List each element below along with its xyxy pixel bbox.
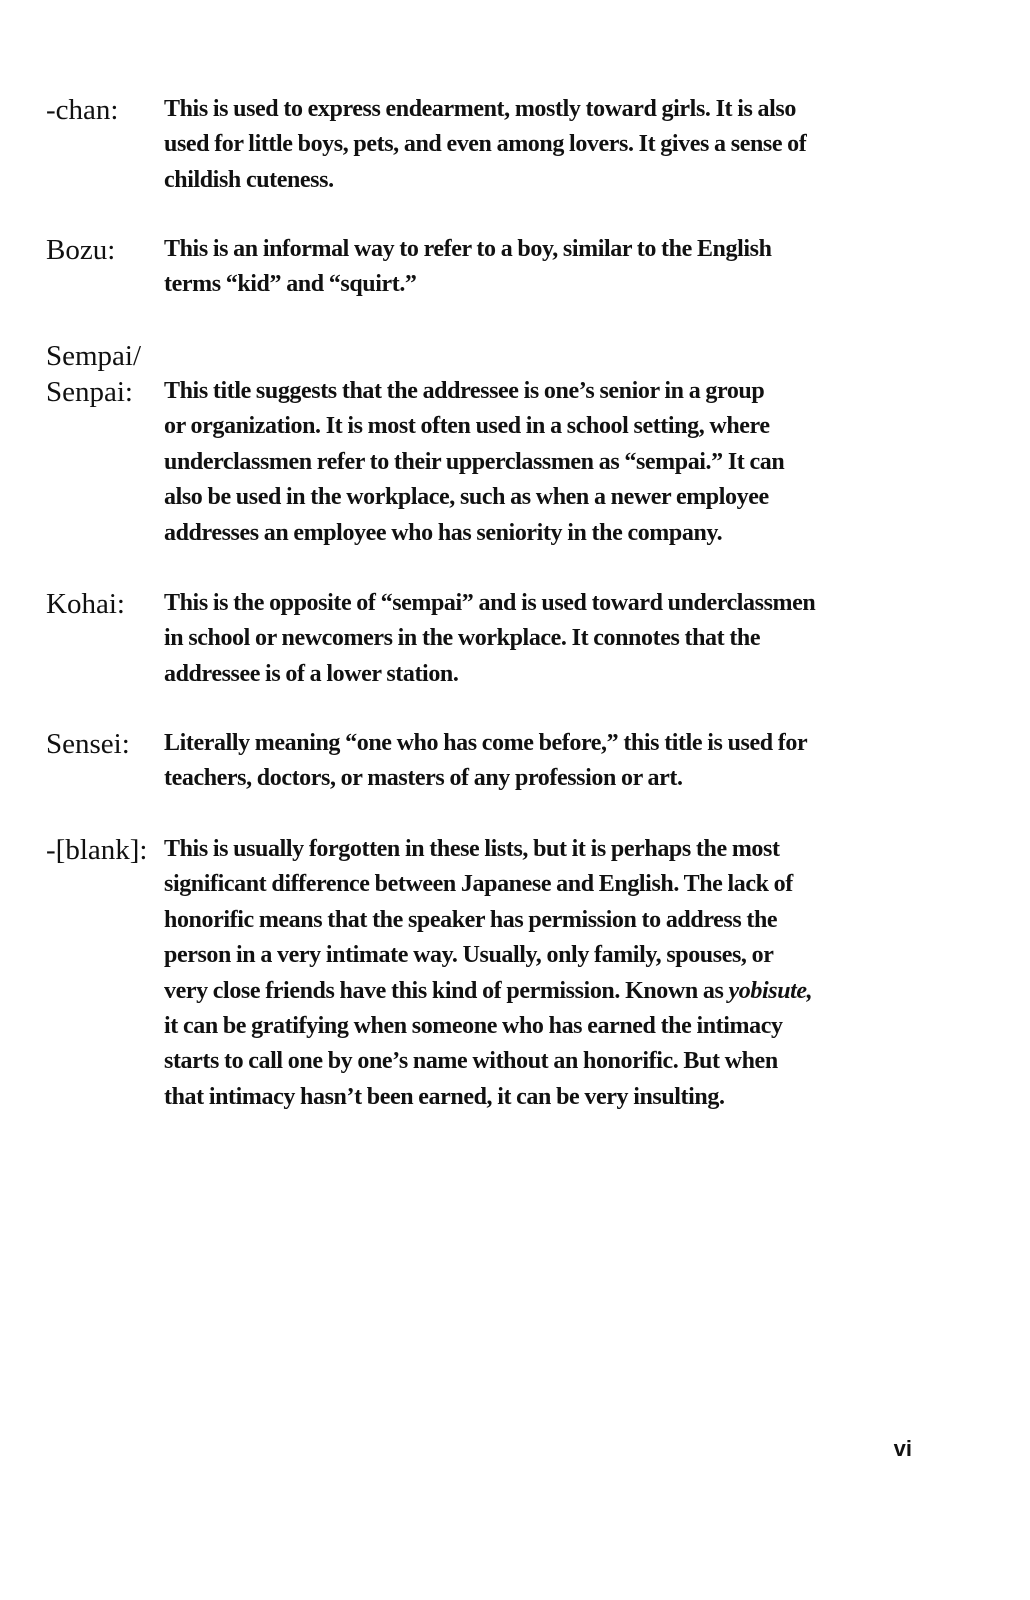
glossary-term: Sensei:	[46, 728, 130, 760]
glossary-term: Kohai:	[46, 588, 125, 620]
glossary-definition: Literally meaning “one who has come before,” this title is used for teachers, doctors, or masters of any profession or art.	[164, 730, 808, 792]
glossary-definition: This is the opposite of “sempai” and is used toward underclassmen in school or newcomers in the workplace. It connotes that the addressee is of a lower station.	[164, 590, 816, 687]
glossary-definition: This title suggests that the addressee is one’s senior in a group or organization. It is most often used in a school setting, where underclassmen refer to their upperclassmen as “sempai.” It can also be used in the workplace, such as when a newer employee addresses an employee who has seniority in the company.	[164, 378, 785, 546]
glossary-term: Sempai/ Senpai:	[46, 340, 142, 408]
glossary-term: Bozu:	[46, 234, 116, 266]
glossary-definition: This is an informal way to refer to a boy, similar to the English terms “kid” and “squirt.”	[164, 236, 772, 298]
page-number: vi	[893, 1436, 912, 1461]
glossary-definition: This is usually forgotten in these lists, but it is perhaps the most significant difference between Japanese and English. The lack of honorific means that the speaker has permission to address the person in a very intimate way. Usually, only family, spouses, or very close friends have this kind of permission. Known as yobisute, it can be gratifying when someone who has earned the intimacy starts to call one by one’s name without an honorific. But when that intimacy hasn’t been earned, it can be very insulting.	[164, 832, 954, 1115]
glossary-term: -chan:	[46, 94, 119, 126]
glossary-definition: This is used to express endearment, mostly toward girls. It is also used for little boys, pets, and even among lovers. It gives a sense of childish cuteness.	[164, 96, 807, 193]
definition-line-with-italic: very close friends have this kind of permission. Known as yobisute,	[164, 977, 813, 1004]
italic-term-yobisute: yobisute,	[728, 977, 813, 1004]
glossary-term: -[blank]:	[46, 834, 148, 866]
